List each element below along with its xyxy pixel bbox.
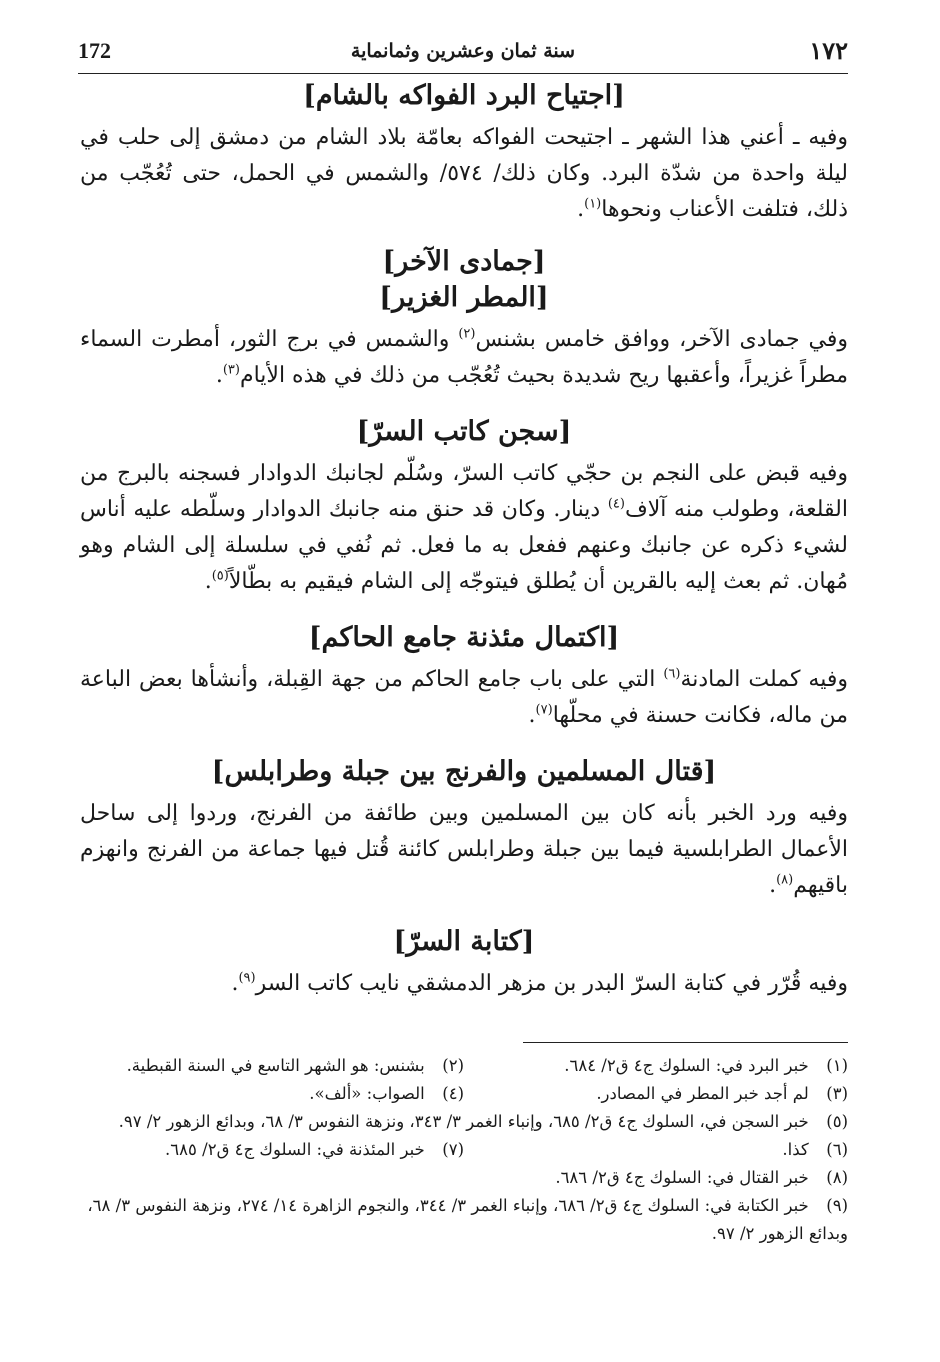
paragraph-text: وفيه كملت المادنة (680, 667, 848, 692)
paragraph-text: وفيه ورد الخبر بأنه كان بين المسلمين وبين طائفة من الفرنج، وردوا إلى ساحل الأعمال الطرابلسية فيما بين جبلة وطرابلس كائنة قُتل فيها جماعة من الفرنج وانهزم باقيهم (80, 801, 848, 898)
heading-heavy-rain: [المطر الغزير] (379, 282, 549, 313)
paragraph-text: وفيه قُرّر في كتابة السرّ البدر بن مزهر الدمشقي نايب كاتب السر (255, 971, 848, 996)
footnote-2 (80, 1052, 464, 1080)
footnote-ref-6[interactable]: (٦) (663, 666, 681, 682)
paragraph-text: وفي جمادى الآخر، ووافق خامس بشنس (475, 327, 848, 352)
footnote-ref-4[interactable]: (٤) (607, 496, 625, 512)
paragraph-minaret-completion (80, 662, 848, 734)
footnote-number: (٧) (442, 1140, 464, 1159)
paragraph-text: التي على باب جامع الحاكم من جهة القِبلة، وأنشأها بعض الباعة من ماله، فكانت حسنة في محلّها (80, 667, 848, 728)
page-number-latin: 172 (78, 38, 111, 63)
footnote-text: خبر المئذنة في: السلوك ج٤ ق٢/ ٦٨٥. (165, 1140, 425, 1159)
footnote-number: (٩) (826, 1196, 848, 1215)
footnote-number: (١) (826, 1056, 848, 1075)
heading-battle-franks: [قتال المسلمين والفرنج بين جبلة وطرابلس] (211, 756, 717, 787)
paragraph-battle-franks (80, 796, 848, 904)
footnote-text: خبر القتال في: السلوك ج٤ ق٢/ ٦٨٦. (555, 1168, 809, 1187)
page-number-arabic: ١٧٢ (809, 36, 848, 65)
paragraph-hail-fruits (80, 120, 848, 228)
footnote-row (80, 1052, 848, 1080)
sentence-end: . (215, 363, 223, 388)
page-body (80, 78, 848, 1002)
footnote-6 (464, 1136, 848, 1164)
footnote-ref-8[interactable]: (٨) (776, 872, 794, 888)
running-title: سنة ثمان وعشرين وثمانماية (350, 40, 576, 62)
footnote-ref-5[interactable]: (٥) (211, 568, 229, 584)
footnote-number: (٣) (826, 1084, 848, 1103)
footnote-text: كذا. (782, 1140, 809, 1159)
footnote-4 (80, 1080, 464, 1108)
footnote-ref-9[interactable]: (٩) (238, 970, 256, 986)
footnote-row (80, 1080, 848, 1108)
footnote-text: الصواب: «ألف». (309, 1084, 425, 1103)
footnote-row (80, 1136, 848, 1164)
footnote-ref-3[interactable]: (٣) (222, 362, 240, 378)
page-header (78, 30, 848, 74)
footnote-text: بشنس: هو الشهر التاسع في السنة القبطية. (126, 1056, 425, 1075)
footnote-text: خبر البرد في: السلوك ج٤ ق٢/ ٦٨٤. (564, 1056, 809, 1075)
footnote-text: خبر السجن في، السلوك ج٤ ق٢/ ٦٨٥، وإنباء الغمر ٣/ ٣٤٣، ونزهة النفوس ٣/ ٦٨، وبدائع الزهور ٢/ ٩٧. (118, 1112, 809, 1131)
heading-hail-fruits: [اجتياح البرد الفواكه بالشام] (303, 80, 625, 111)
paragraph-text: وفيه ـ أعني هذا الشهر ـ اجتيحت الفواكه بعامّة بلاد الشام من دمشق إلى حلب في ليلة واحدة من شدّة البرد. وكان ذلك/ ٥٧٤/ والشمس في الحمل، حتى تُعُجّب من ذلك، فتلفت الأعناب ونحوها (80, 125, 848, 222)
sentence-end: . (231, 971, 239, 996)
paragraph-text: والشمس في برج الثور، أمطرت السماء مطراً غزيراً، وأعقبها ريح شديدة بحيث تُعُجّب من ذلك في هذه الأيام (80, 327, 848, 388)
header-rule (78, 73, 848, 74)
footnote-5 (80, 1108, 848, 1136)
sentence-end: . (204, 569, 212, 594)
paragraph-secretariat (80, 966, 848, 1002)
footnote-ref-1[interactable]: (١) (584, 196, 602, 212)
footnote-number: (٦) (826, 1140, 848, 1159)
footnote-separator (523, 1042, 848, 1043)
footnote-ref-7[interactable]: (٧) (535, 702, 553, 718)
footnote-ref-2[interactable]: (٢) (458, 326, 476, 342)
footnote-number: (٤) (442, 1084, 464, 1103)
footnote-text: لم أجد خبر المطر في المصادر. (596, 1084, 809, 1103)
footnote-8 (80, 1164, 848, 1192)
footnote-number: (٥) (826, 1112, 848, 1131)
heading-secretary-prison: [سجن كاتب السرّ] (356, 416, 572, 447)
heading-jumada-akhir: [جمادى الآخر] (382, 246, 546, 277)
paragraph-heavy-rain (80, 322, 848, 394)
footnote-1 (464, 1052, 848, 1080)
sentence-end: . (577, 197, 585, 222)
footnote-text: خبر الكتابة في: السلوك ج٤ ق٢/ ٦٨٦، وإنباء الغمر ٣/ ٣٤٤، والنجوم الزاهرة ١٤/ ٢٧٤، ونزهة النفوس ٣/ ٦٨، وبدائع الزهور ٢/ ٩٧. (87, 1196, 848, 1243)
footnote-number: (٨) (826, 1168, 848, 1187)
footnote-3 (464, 1080, 848, 1108)
sentence-end: . (528, 703, 536, 728)
heading-secretariat: [كتابة السرّ] (393, 926, 535, 957)
footnote-9 (80, 1192, 848, 1248)
paragraph-text: وفيه قبض على النجم بن حجّي كاتب السرّ، وسُلّم لجانبك الدوادار فسجنه بالبرج من القلعة، وطولب منه آلاف (80, 461, 848, 522)
sentence-end: . (769, 873, 777, 898)
footnotes (80, 1052, 848, 1248)
paragraph-secretary-prison (80, 456, 848, 600)
heading-minaret-completion: [اكتمال مئذنة جامع الحاكم] (308, 622, 620, 653)
footnote-7 (80, 1136, 464, 1164)
paragraph-text: دينار. وكان قد حنق منه جانبك الدوادار وسلّطه عليه أناس لشيء ذكره عن جانبك وعنهم ففعل به ما فعل. ثم نُفي في سلسلة إلى الشام وهو مُهان. ثم بعث إليه بالقرين أن يُطلق فيتوجّه إلى الشام فيقيم به بطّالاً (80, 497, 848, 594)
footnote-number: (٢) (442, 1056, 464, 1075)
